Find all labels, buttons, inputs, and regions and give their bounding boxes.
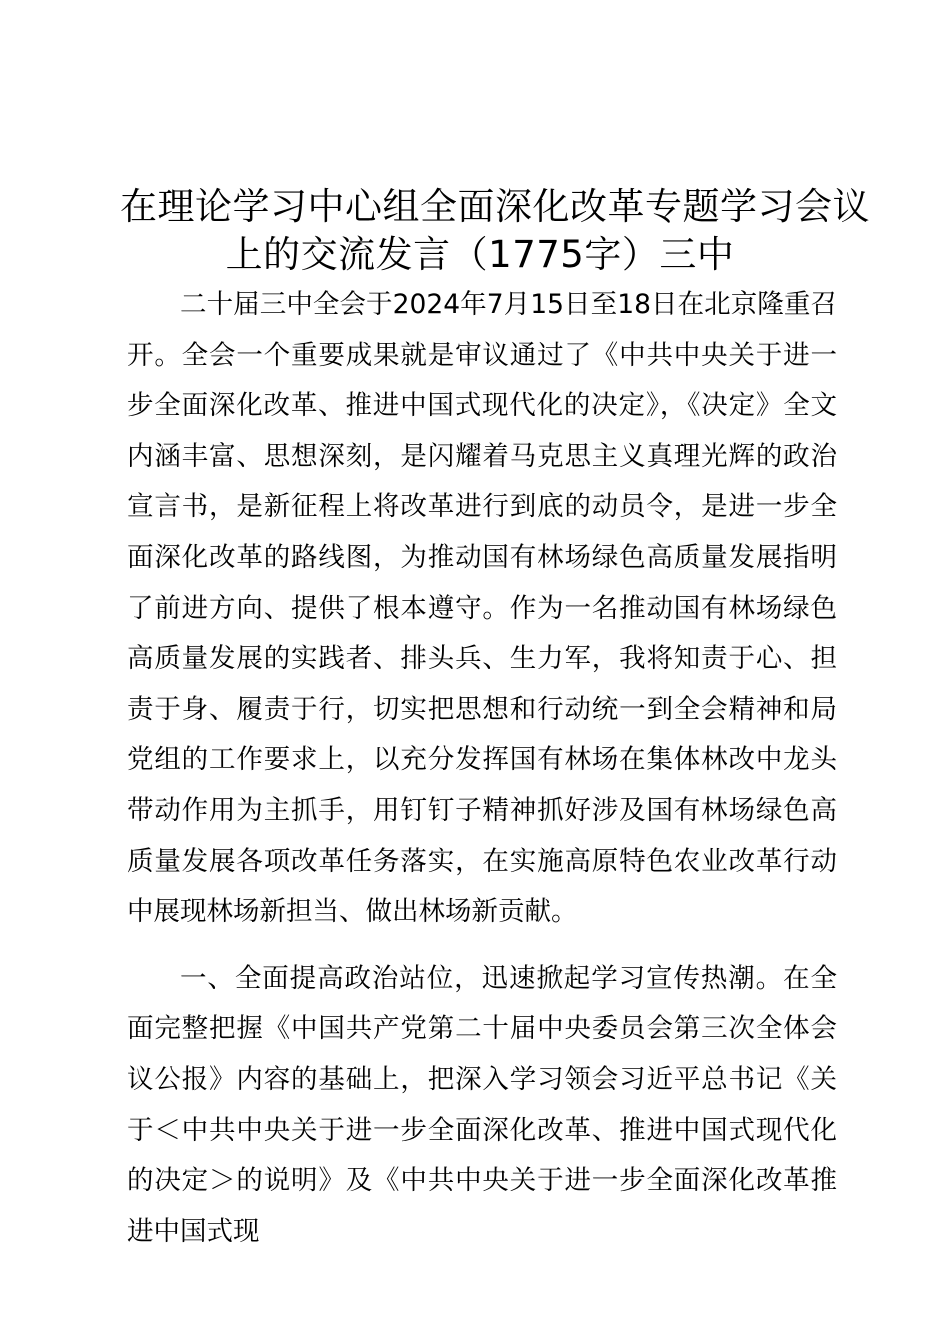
title-line-1: 在理论学习中心组全面深化改革专题学习会议 [120,185,870,228]
paragraph-intro: 二十届三中全会于2024年7月15日至18日在北京隆重召开。全会一个重要成果就是审议通过了《中共中央关于进一步全面深化改革、推进中国式现代化的决定》，《决定》全文内涵丰富、思想深刻，是闪耀着马克思主义真理光辉的政治宣言书，是新征程上将改革进行到底的动员令，是进一步全面深化改革的路线图，为推动国有林场绿色高质量发展指明了前进方向、提供了根本遵守。作为一名推动国有林场绿色高质量发展的实践者、排头兵、生力军，我将知责于心、担责于身、履责于行，切实把思想和行动统一到全会精神和局党组的工作要求上，以充分发挥国有林场在集体林改中龙头带动作用为主抓手，用钉钉子精神抓好涉及国有林场绿色高质量发展各项改革任务落实，在实施高原特色农业改革行动中展现林场新担当、做出林场新贡献。 [127,289,837,928]
title-line-2: 上的交流发言（1775字）三中 [225,233,735,276]
paragraph-section-1: 一、全面提高政治站位，迅速掀起学习宣传热潮。在全面完整把握《中国共产党第二十届中央委员会第三次全体会议公报》内容的基础上，把深入学习领会习近平总书记《关于＜中共中央关于进一步全面深化改革、推进中国式现代化的决定＞的说明》及《中共中央关于进一步全面深化改革推进中国式现 [127,962,837,1247]
document-body [127,280,837,1257]
document-title [120,183,870,279]
